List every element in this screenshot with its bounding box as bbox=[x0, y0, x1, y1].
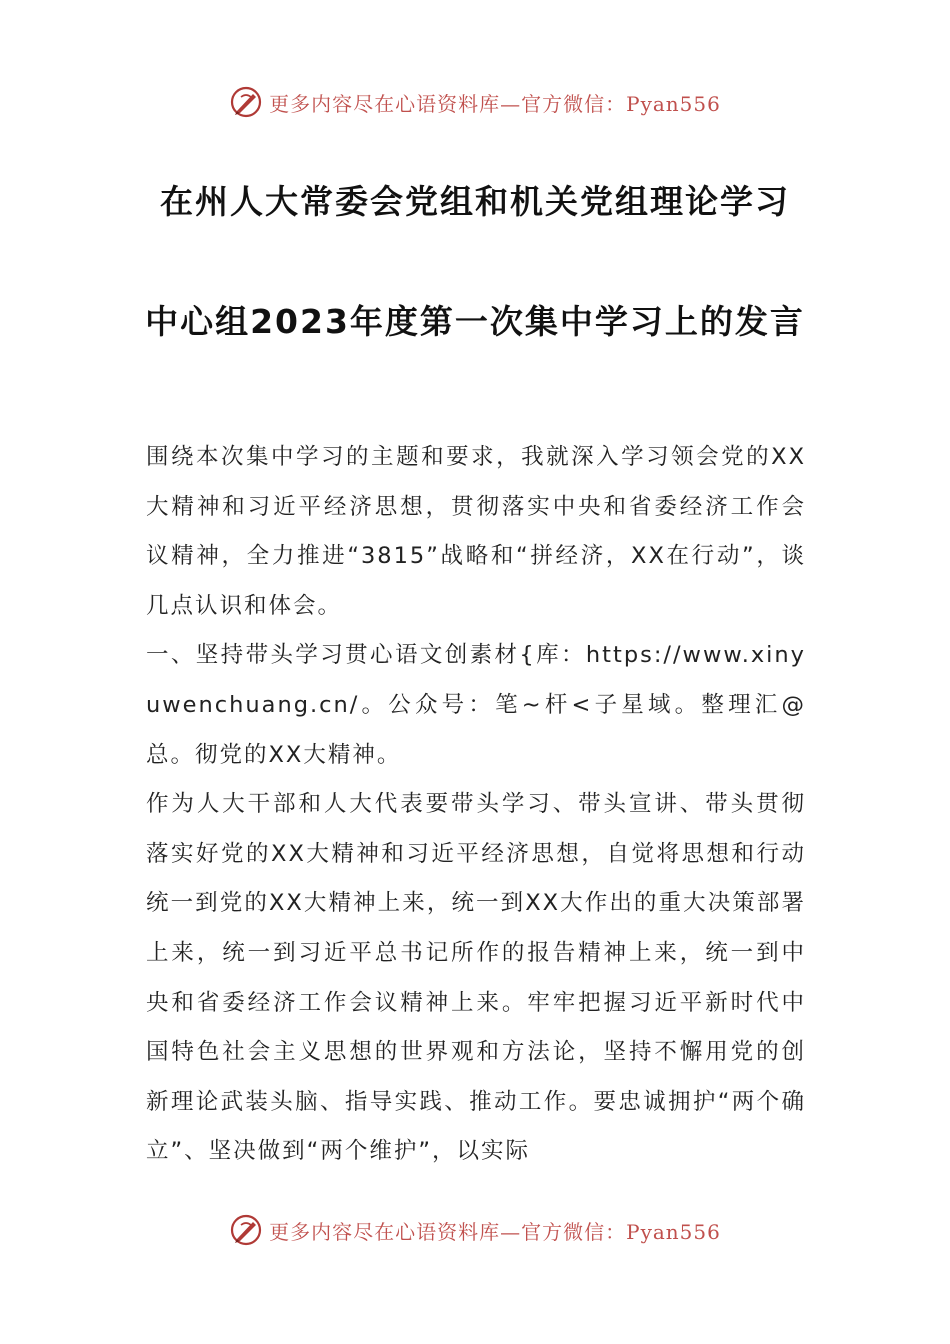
header-watermark-text: 更多内容尽在心语资料库—官方微信：Pyan556 bbox=[269, 91, 721, 116]
footer-watermark-text: 更多内容尽在心语资料库—官方微信：Pyan556 bbox=[269, 1219, 721, 1244]
document-body bbox=[146, 433, 806, 1177]
pen-circle-logo-icon bbox=[229, 1213, 263, 1247]
document-title-line-2: 中心组2023年度第一次集中学习上的发言 bbox=[145, 302, 805, 341]
footer-watermark-banner bbox=[0, 1210, 950, 1250]
paragraph-section-heading: 一、坚持带头学习贯心语文创素材{库：https://www.xinyuwenchuang.cn/。公众号：笔~杆<子星域。整理汇@总。彻党的XX大精神。 bbox=[146, 642, 806, 768]
paragraph-section-body: 作为人大干部和人大代表要带头学习、带头宣讲、带头贯彻落实好党的XX大精神和习近平经济思想，自觉将思想和行动统一到党的XX大精神上来，统一到XX大作出的重大决策部署上来，统一到习近平总书记所作的报告精神上来，统一到中央和省委经济工作会议精神上来。牢牢把握习近平新时代中国特色社会主义思想的世界观和方法论，坚持不懈用党的创新理论武装头脑、指导实践、推动工作。要忠诚拥护“两个确立”、坚决做到“两个维护”，以实际 bbox=[146, 791, 806, 1165]
paragraph-intro: 围绕本次集中学习的主题和要求，我就深入学习领会党的XX大精神和习近平经济思想，贯彻落实中央和省委经济工作会议精神，全力推进“3815”战略和“拼经济，XX在行动”，谈几点认识和体会。 bbox=[146, 444, 806, 619]
document-title-line-1: 在州人大常委会党组和机关党组理论学习 bbox=[160, 182, 790, 221]
header-watermark-banner bbox=[0, 82, 950, 122]
pen-circle-logo-icon bbox=[229, 85, 263, 119]
